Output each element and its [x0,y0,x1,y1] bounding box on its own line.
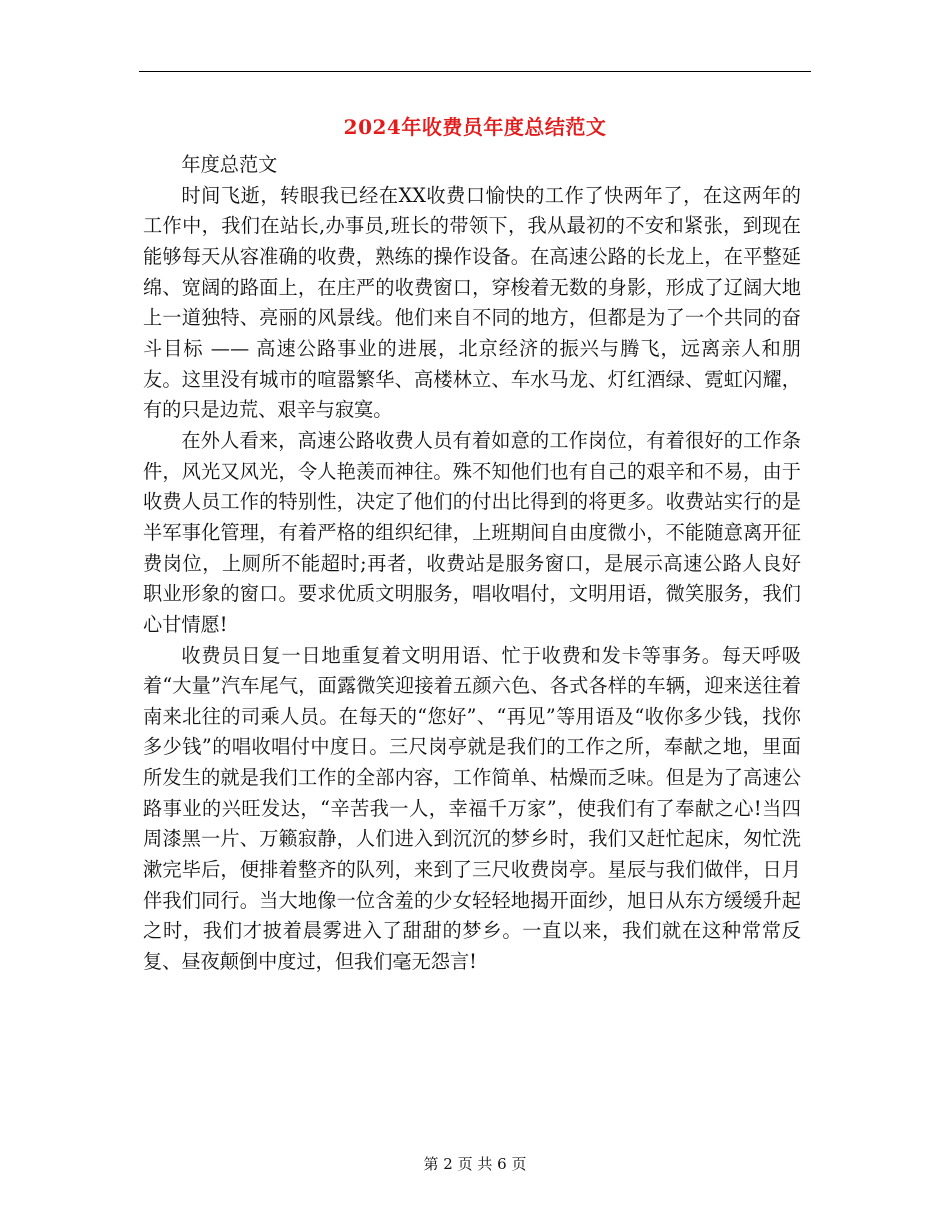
paragraph: 年度总范文 [181,153,278,176]
paragraph: 收费员日复一日地重复着文明用语、忙于收费和发卡等事务。每天呼吸着“大量”汽车尾气，面露微笑迎接着五颜六色、各式各样的车辆，迎来送往着南来北往的司乘人员。在每天的“您好”、“再见”等用语及“收你多少钱，找你多少钱”的唱收唱付中度日。三尺岗亭就是我们的工作之所，奉献之地，里面所发生的就是我们工作的全部内容，工作简单、枯燥而乏味。但是为了高速公路事业的兴旺发达，“辛苦我一人，幸福千万家”，使我们有了奉献之心!当四周漆黑一片、万籁寂静，人们进入到沉沉的梦乡时，我们又赶忙起床，匆忙洗漱完毕后，便排着整齐的队列，来到了三尺收费岗亭。星辰与我们做伴，日月伴我们同行。当大地像一位含羞的少女轻轻地揭开面纱，旭日从东方缓缓升起之时，我们才披着晨雾进入了甜甜的梦乡。一直以来，我们就在这种常常反复、昼夜颠倒中度过，但我们毫无怨言! [143,643,801,974]
paragraph: 时间飞逝，转眼我已经在XX收费口愉快的工作了快两年了，在这两年的工作中，我们在站长,办事员,班长的带领下，我从最初的不安和紧张，到现在能够每天从容准确的收费，熟练的操作设备。在高速公路的长龙上，在平整延绵、宽阔的路面上，在庄严的收费窗口，穿梭着无数的身影，形成了辽阔大地上一道独特、亮丽的风景线。他们来自不同的地方，但都是为了一个共同的奋斗目标 —— 高速公路事业的进展，北京经济的振兴与腾飞，远离亲人和朋友。这里没有城市的喧嚣繁华、高楼林立、车水马龙、灯红酒绿、霓虹闪耀，有的只是边荒、艰辛与寂寞。 [143,183,801,422]
paragraph: 在外人看来，高速公路收费人员有着如意的工作岗位，有着很好的工作条件，风光又风光，令人艳羡而神往。殊不知他们也有自己的艰辛和不易，由于收费人员工作的特别性，决定了他们的付出比得到的将更多。收费站实行的是半军事化管理，有着严格的组织纪律，上班期间自由度微小，不能随意离开征费岗位，上厕所不能超时;再者，收费站是服务窗口，是展示高速公路人良好职业形象的窗口。要求优质文明服务，唱收唱付，文明用语，微笑服务，我们心甘情愿! [143,428,801,636]
page-footer: 第 2 页 共 6 页 [423,1155,527,1173]
document-body [143,150,801,978]
document-title: 2024年收费员年度总结范文 [343,115,607,139]
header-rule [139,71,811,72]
